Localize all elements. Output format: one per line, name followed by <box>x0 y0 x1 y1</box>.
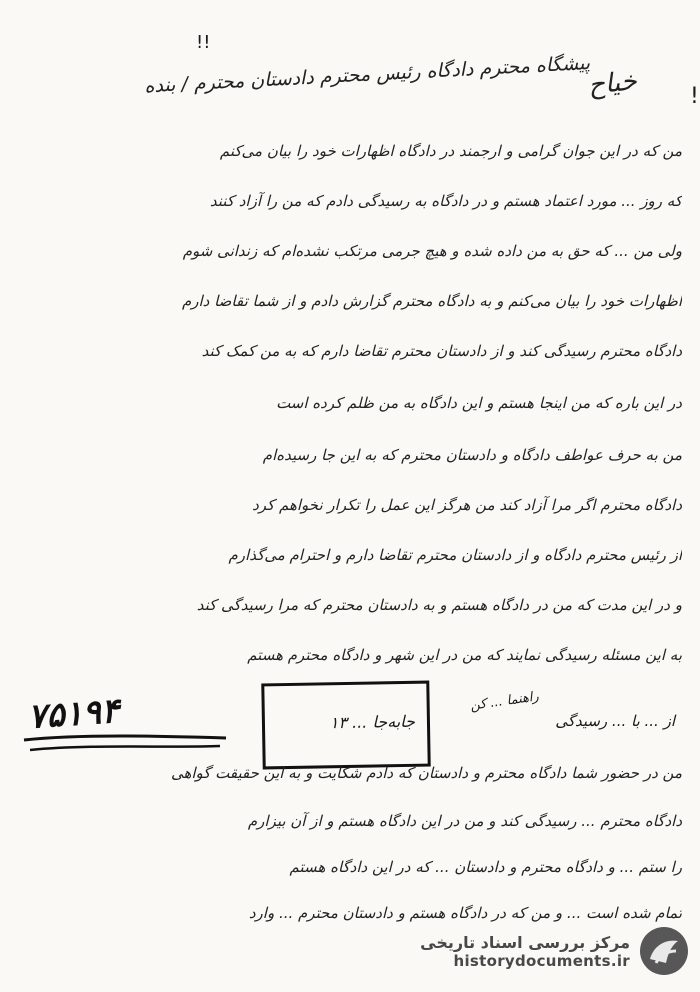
heading-left: خیاح <box>586 66 639 102</box>
body-line: را ستم ... و دادگاه محترم و دادستان ... که در این دادگاه هستم <box>289 858 682 876</box>
body-line: در این باره که من اینجا هستم و این دادگاه به من ظلم کرده است <box>276 394 682 412</box>
watermark-url: historydocuments.ir <box>453 951 630 970</box>
body-line: به این مسئله رسیدگی نمایند که من در این شهر و دادگاه محترم هستم <box>247 646 682 664</box>
short-line: از ... با ... رسیدگی <box>555 712 675 730</box>
body-line: تمام شده است ... و من که در دادگاه هستم و دادستان محترم ... وارد <box>248 904 682 922</box>
body-line: و در این مدت که من در دادگاه هستم و به دادستان محترم که مرا رسیدگی کند <box>196 596 682 614</box>
watermark-text <box>420 933 630 970</box>
body-line: دادگاه محترم اگر مرا آزاد کند من هرگز این عمل را تکرار نخواهم کرد <box>252 496 682 514</box>
watermark-logo-icon <box>638 925 690 977</box>
reference-underline <box>20 732 230 758</box>
body-line: من که در این جوان گرامی و ارجمند در دادگاه اظهارات خود را بیان می‌کنم <box>219 142 682 160</box>
body-line: دادگاه محترم رسیدگی کند و از دادستان محترم تقاضا دارم که به من کمک کند <box>201 342 682 360</box>
body-line: ولی من ... که حق به من داده شده و هیچ جرمی مرتکب نشده‌ام که زندانی شوم <box>182 242 682 260</box>
body-line: اظهارات خود را بیان می‌کنم و به دادگاه محترم گزارش دادم و از شما تقاضا دارم <box>181 292 682 310</box>
body-line: من به حرف عواطف دادگاه و دادستان محترم که به این جا رسیده‌ام <box>262 446 682 464</box>
stamp-text: جابه‌جا ... ۱۳ <box>329 711 416 733</box>
watermark-title: مرکز بررسی اسناد تاریخی <box>420 932 630 952</box>
registry-stamp <box>261 681 430 770</box>
reference-number: ۷۵۱۹۴ <box>26 690 121 738</box>
heading-addressee: پیشگاه محترم دادگاه رئیس محترم دادستان محترم / بنده <box>143 52 591 98</box>
body-line: دادگاه محترم ... رسیدگی کند و من در این دادگاه هستم و از آن بیزارم <box>247 812 682 830</box>
body-line: از رئیس محترم دادگاه و از دادستان محترم تقاضا دارم و احترام می‌گذارم <box>228 546 682 564</box>
top-mark: !! <box>196 32 211 53</box>
exclamation-mark: ! <box>690 84 699 109</box>
body-line: من در حضور شما دادگاه محترم و دادستان که دادم شکایت و به این حقیقت گواهی <box>170 764 682 782</box>
watermark <box>400 918 690 984</box>
side-note: راهنما ... کن <box>469 689 540 714</box>
body-line: که روز ... مورد اعتماد هستم و در دادگاه به رسیدگی دادم که من را آزاد کنند <box>209 192 682 210</box>
